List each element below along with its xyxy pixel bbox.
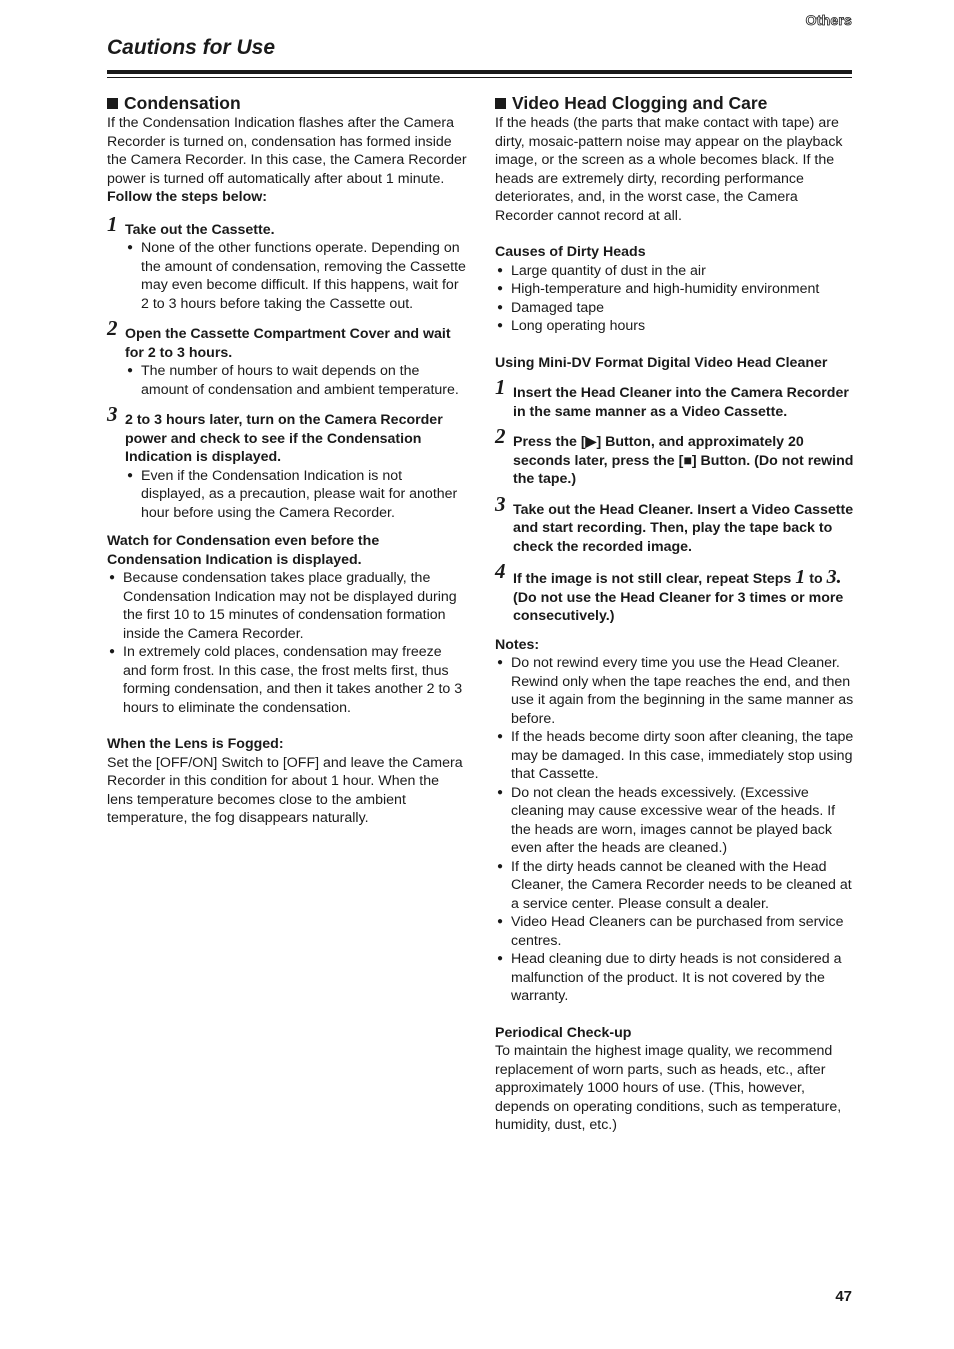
cleaner-step-3 [495, 491, 857, 557]
notes-heading: Notes: [495, 636, 540, 653]
step-number: 2 [107, 316, 118, 340]
list-item: ● Even if the Condensation Indication is not displayed, as a precaution, please wait for another hour before using the Camera Recorder. [125, 467, 467, 523]
step-text: Take out the Head Cleaner. Insert a Video Cassette and start recording. Then, play the tape back to check the recorded image. [513, 501, 854, 555]
condensation-step-1 [107, 211, 467, 240]
checkup-heading: Periodical Check-up [495, 1024, 632, 1041]
condensation-heading: Condensation [107, 92, 467, 114]
step-text: (Do not use the Head Cleaner for 3 times or more consecutively.) [513, 589, 844, 624]
list-item: ● Do not clean the heads excessively. (Excessive cleaning may cause excessive wear of the heads. If the heads are worn, images cannot be played back even after the heads are cleaned.) [495, 784, 857, 858]
square-bullet-icon [107, 98, 118, 109]
list-item: ● In extremely cold places, condensation may freeze and form frost. In this case, the frost melts first, thus forming condensation, and then it takes another 2 to 3 hours to eliminate the condensation. [107, 643, 467, 717]
condensation-step-3 [107, 402, 467, 467]
causes-list [495, 262, 857, 336]
step-number: 1 [107, 211, 118, 236]
list-item: ● Head cleaning due to dirty heads is not considered a malfunction of the product. It is not covered by the warranty. [495, 950, 857, 1006]
step-text: Take out the Cassette. [125, 221, 275, 238]
list-item: ● Video Head Cleaners can be purchased from service centres. [495, 913, 857, 950]
condensation-step-2 [107, 316, 467, 362]
square-bullet-icon [495, 98, 506, 109]
page-title: Cautions for Use [107, 36, 276, 59]
list-item: ● Large quantity of dust in the air [495, 262, 857, 281]
step-number: 1 [495, 375, 506, 399]
step-text: 2 to 3 hours later, turn on the Camera Recorder power and check to see if the Condensation Indication is displayed. [125, 412, 443, 465]
title-rule-thick [107, 70, 852, 74]
causes-heading: Causes of Dirty Heads [495, 244, 646, 260]
head-clogging-intro: If the heads (the parts that make contact with tape) are dirty, mosaic-pattern noise may appear on the playback image, or the screen as a whole becomes black. If the heads are extremely dirty, recording performance deteriorates, and, in the worst case, the Camera Recorder cannot record at all. [495, 115, 843, 224]
head-cleaner-heading: Using Mini-DV Format Digital Video Head Cleaner [495, 354, 828, 371]
cleaner-step-1 [495, 375, 857, 421]
lens-fog-text: Set the [OFF/ON] Switch to [OFF] and leave the Camera Recorder in this condition for about 1 hour. When the lens temperature becomes close to the ambient temperature, the fog disappears naturally. [107, 754, 463, 826]
list-item: ● Long operating hours [495, 317, 857, 336]
step-number: 2 [495, 424, 506, 448]
right-column [495, 92, 857, 1135]
list-item: ● If the dirty heads cannot be cleaned with the Head Cleaner, the Camera Recorder needs to be cleaned at a service center. Please consult a dealer. [495, 858, 857, 914]
checkup-text: To maintain the highest image quality, we recommend replacement of worn parts, such as heads, etc., after approximately 1000 hours of use. (This, however, depends on operating conditions, such as temperature, humidity, dust, etc.) [495, 1043, 842, 1133]
step-text: Press the [▶] Button, and approximately 20 seconds later, press the [■] Button. (Do not rewind the tape.) [513, 434, 854, 487]
step-1-notes [125, 239, 467, 313]
head-clogging-heading: Video Head Clogging and Care [495, 92, 857, 114]
title-rule-thin [107, 77, 852, 78]
step-text: If the image is not still clear, repeat Steps [513, 571, 792, 587]
left-column [107, 92, 467, 828]
list-item: ● The number of hours to wait depends on the amount of condensation and ambient temperature. [125, 362, 467, 399]
list-item: ● None of the other functions operate. Depending on the amount of condensation, removing the Cassette may even become difficult. If this happens, wait for 2 to 3 hours before taking the Cassette out. [125, 239, 467, 313]
lens-fog-heading: When the Lens is Fogged: [107, 736, 284, 752]
step-ref-number: 1 [795, 566, 806, 588]
list-item: ● Do not rewind every time you use the Head Cleaner. Rewind only when the tape reaches the end, and then use it again from the beginning in the same manner as before. [495, 654, 857, 728]
step-text: to [809, 571, 823, 587]
step-ref-number: 3. [826, 566, 842, 588]
step-number: 4 [495, 559, 506, 583]
step-text: Insert the Head Cleaner into the Camera Recorder in the same manner as a Video Cassette. [513, 385, 849, 420]
notes-list [495, 654, 857, 1006]
watch-list [107, 569, 467, 717]
list-item: ● Because condensation takes place gradually, the Condensation Indication may not be displayed during the first 10 to 15 minutes of condensation formation inside the Camera Recorder. [107, 569, 467, 643]
step-number: 3 [495, 491, 506, 516]
page-number: 47 [835, 1288, 852, 1305]
list-item: ● Damaged tape [495, 299, 857, 318]
step-text: Open the Cassette Compartment Cover and wait for 2 to 3 hours. [125, 326, 451, 361]
step-number: 3 [107, 402, 118, 426]
list-item: ● If the heads become dirty soon after cleaning, the tape may be damaged. In this case, immediately stop using that Cassette. [495, 728, 857, 784]
cleaner-step-4 [495, 559, 857, 626]
section-tag: Others [805, 12, 852, 28]
cleaner-step-2 [495, 424, 857, 489]
step-3-notes [125, 467, 467, 523]
watch-heading: Watch for Condensation even before the Condensation Indication is displayed. [107, 533, 380, 568]
step-2-notes [125, 362, 467, 399]
condensation-intro: If the Condensation Indication flashes after the Camera Recorder is turned on, condensation has formed inside the Camera Recorder. In this case, the Camera Recorder power is turned off automatically after about 1 minute. [107, 115, 467, 187]
list-item: ● High-temperature and high-humidity environment [495, 280, 857, 299]
follow-steps-label: Follow the steps below: [107, 189, 268, 205]
